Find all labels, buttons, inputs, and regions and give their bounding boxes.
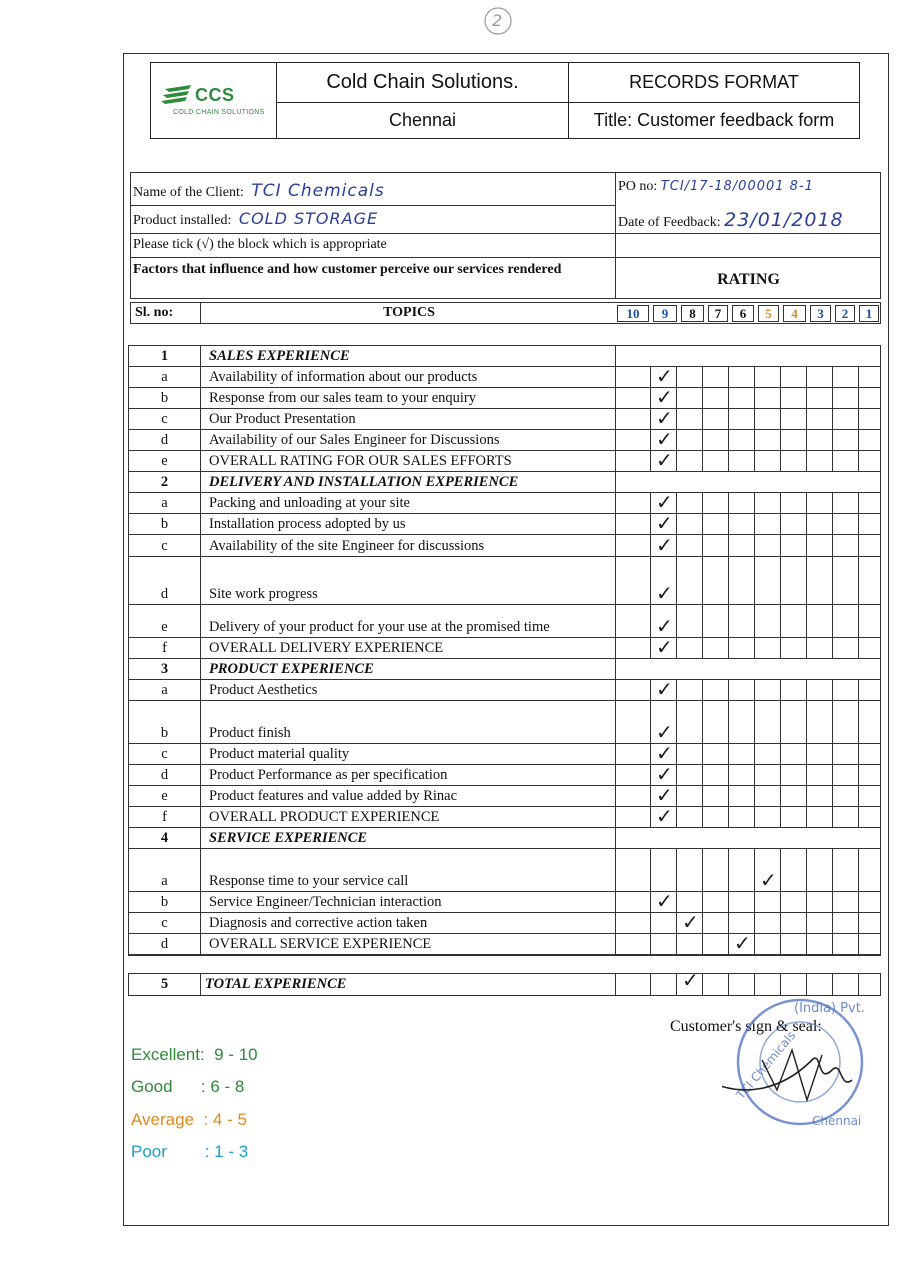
rating-tick-mark[interactable]: ✓ [656,511,673,535]
topics-header: TOPICS [383,305,435,320]
rating-tick-mark[interactable]: ✓ [656,364,673,388]
section-header-row [129,472,880,493]
total-experience-row: 5 TOTAL EXPERIENCE ✓ [128,973,881,996]
topic-label: Response from our sales team to your enquiry [209,390,476,406]
table-row [129,701,880,744]
row-sl-no: 1 [129,346,201,366]
row-sl-no: c [129,744,201,764]
table-row [129,804,880,828]
table-row [129,910,880,934]
topic-label: Service Engineer/Technician interaction [209,894,442,910]
rating-column-9: 9 [653,305,677,322]
company-seal-stamp [722,990,872,1135]
rating-tick-mark[interactable]: ✓ [656,406,673,430]
total-rating-tick-mark[interactable]: ✓ [682,968,699,992]
topic-label: Site work progress [209,586,318,602]
company-logo [151,63,277,138]
rating-tick-mark[interactable]: ✓ [656,762,673,786]
table-row [129,427,880,451]
rating-column-4: 4 [783,305,806,322]
row-sl-no: e [129,786,201,806]
table-row [129,783,880,807]
row-sl-no: d [129,430,201,450]
row-sl-no: f [129,807,201,827]
rating-column-1: 1 [859,305,879,322]
row-sl-no: b [129,892,201,912]
table-row [129,406,880,430]
topic-label: Availability of our Sales Engineer for Discussions [209,432,500,448]
topic-label: OVERALL SERVICE EXPERIENCE [209,936,432,952]
svg-text:Chennai: Chennai [812,1114,862,1128]
topic-label: Product Aesthetics [209,682,318,698]
row-sl-no: c [129,913,201,933]
rating-column-7: 7 [708,305,728,322]
row-sl-no: 3 [129,659,201,679]
records-header [150,62,860,139]
rating-tick-mark[interactable]: ✓ [656,889,673,913]
rating-tick-mark[interactable]: ✓ [656,635,673,659]
rating-tick-mark[interactable]: ✓ [656,741,673,765]
instruction-text: Please tick (√) the block which is appropriate [133,237,387,252]
po-number-value: TCI/17-18/00001 8-1 [660,179,814,194]
row-sl-no: c [129,409,201,429]
table-row [129,677,880,701]
rating-tick-mark[interactable]: ✓ [682,910,699,934]
rating-tick-mark[interactable]: ✓ [760,868,777,892]
rating-column-6: 6 [732,305,754,322]
svg-text:(India) Pvt.: (India) Pvt. [794,1001,865,1016]
topic-label: Our Product Presentation [209,411,356,427]
topic-label: Availability of the site Engineer for discussions [209,538,485,554]
row-sl-no: a [129,493,201,513]
topic-label: OVERALL DELIVERY EXPERIENCE [209,640,444,656]
svg-text:TCI Chemicals: TCI Chemicals [733,1028,799,1102]
table-row [129,364,880,388]
rating-tick-mark[interactable]: ✓ [656,783,673,807]
section-header-row [129,346,880,367]
rating-tick-mark[interactable]: ✓ [656,614,673,638]
topic-label: Product finish [209,725,291,741]
factors-text: Factors that influence and how customer perceive our services rendered [133,262,562,277]
page-number-mark: 2 [480,4,516,38]
row-sl-no: 4 [129,828,201,848]
topic-label: Response time to your service call [209,873,409,889]
topic-label: Diagnosis and corrective action taken [209,915,428,931]
records-format-label: RECORDS FORMAT [569,63,859,103]
table-row [129,889,880,913]
topic-label: Product features and value added by Rinac [209,788,458,804]
table-row [129,931,880,955]
rating-header: RATING [717,271,780,288]
section-header-row [129,828,880,849]
feedback-date-value: 23/01/2018 [724,209,844,231]
rating-column-5: 5 [758,305,779,322]
topic-label: OVERALL RATING FOR OUR SALES EFFORTS [209,453,512,469]
legend-item: Excellent: 9 - 10 [131,1045,258,1064]
client-name-value: TCI Chemicals [251,181,385,201]
rating-column-8: 8 [681,305,704,322]
po-number-label: PO no: [618,179,658,194]
product-installed-label: Product installed: [133,213,232,228]
table-row [129,448,880,472]
section-title: SALES EXPERIENCE [209,348,350,364]
section-title: PRODUCT EXPERIENCE [209,661,374,677]
topic-label: Installation process adopted by us [209,516,406,532]
client-name-label: Name of the Client: [133,185,244,200]
form-title: Title: Customer feedback form [593,110,835,130]
section-header-row [129,659,880,680]
row-sl-no: d [129,765,201,785]
row-sl-no: a [129,367,201,387]
table-row [129,762,880,786]
rating-column-2: 2 [835,305,855,322]
rating-tick-mark[interactable]: ✓ [656,581,673,605]
rating-tick-mark[interactable]: ✓ [656,448,673,472]
topic-label: OVERALL PRODUCT EXPERIENCE [209,809,440,825]
row-sl-no: b [129,388,201,408]
section-title: DELIVERY AND INSTALLATION EXPERIENCE [209,474,519,490]
row-sl-no: f [129,638,201,658]
topic-label: Packing and unloading at your site [209,495,410,511]
table-row [129,635,880,659]
rating-tick-mark[interactable]: ✓ [656,385,673,409]
rating-tick-mark[interactable]: ✓ [656,533,673,557]
row-sl-no: d [129,557,201,604]
company-name: Cold Chain Solutions. [277,63,568,103]
table-row [129,490,880,514]
product-installed-value: COLD STORAGE [238,209,379,228]
row-sl-no: a [129,680,201,700]
legend-item: Good : 6 - 8 [131,1077,245,1096]
legend-item: Average : 4 - 5 [131,1110,247,1129]
rating-tick-mark[interactable]: ✓ [656,490,673,514]
feedback-table [128,345,881,956]
topic-label: Delivery of your product for your use at the promised time [209,619,550,635]
ccs-logo-icon [161,83,199,105]
row-sl-no: c [129,535,201,556]
table-row [129,385,880,409]
rating-tick-mark[interactable]: ✓ [734,931,751,955]
client-info-block [130,172,881,299]
sl-no-header: Sl. no: [131,303,201,323]
customer-signature-label: Customer's sign & seal: [670,1018,822,1035]
row-sl-no: e [129,605,201,637]
logo-text: CCS [195,85,235,105]
table-row [129,849,880,892]
section-title: SERVICE EXPERIENCE [209,830,368,846]
logo-subtitle: COLD CHAIN SOLUTIONS [173,109,265,116]
column-header-row [130,302,881,324]
rating-tick-mark[interactable]: ✓ [656,427,673,451]
table-row [129,557,880,605]
row-sl-no: b [129,514,201,534]
topic-label: Product material quality [209,746,350,762]
table-row [129,511,880,535]
total-experience-label: TOTAL EXPERIENCE [205,976,347,992]
rating-column-3: 3 [810,305,831,322]
rating-tick-mark[interactable]: ✓ [656,804,673,828]
legend-item: Poor : 1 - 3 [131,1142,249,1161]
rating-column-10: 10 [617,305,649,322]
table-row [129,605,880,638]
row-sl-no: e [129,451,201,471]
row-sl-no: 2 [129,472,201,492]
rating-tick-mark[interactable]: ✓ [656,720,673,744]
company-city: Chennai [388,110,457,130]
row-sl-no: b [129,701,201,743]
topic-label: Availability of information about our products [209,369,478,385]
table-row [129,535,880,557]
row-sl-no: d [129,934,201,954]
feedback-date-label: Date of Feedback: [618,215,721,230]
rating-tick-mark[interactable]: ✓ [656,677,673,701]
table-row [129,741,880,765]
row-sl-no: a [129,849,201,891]
topic-label: Product Performance as per specification [209,767,448,783]
